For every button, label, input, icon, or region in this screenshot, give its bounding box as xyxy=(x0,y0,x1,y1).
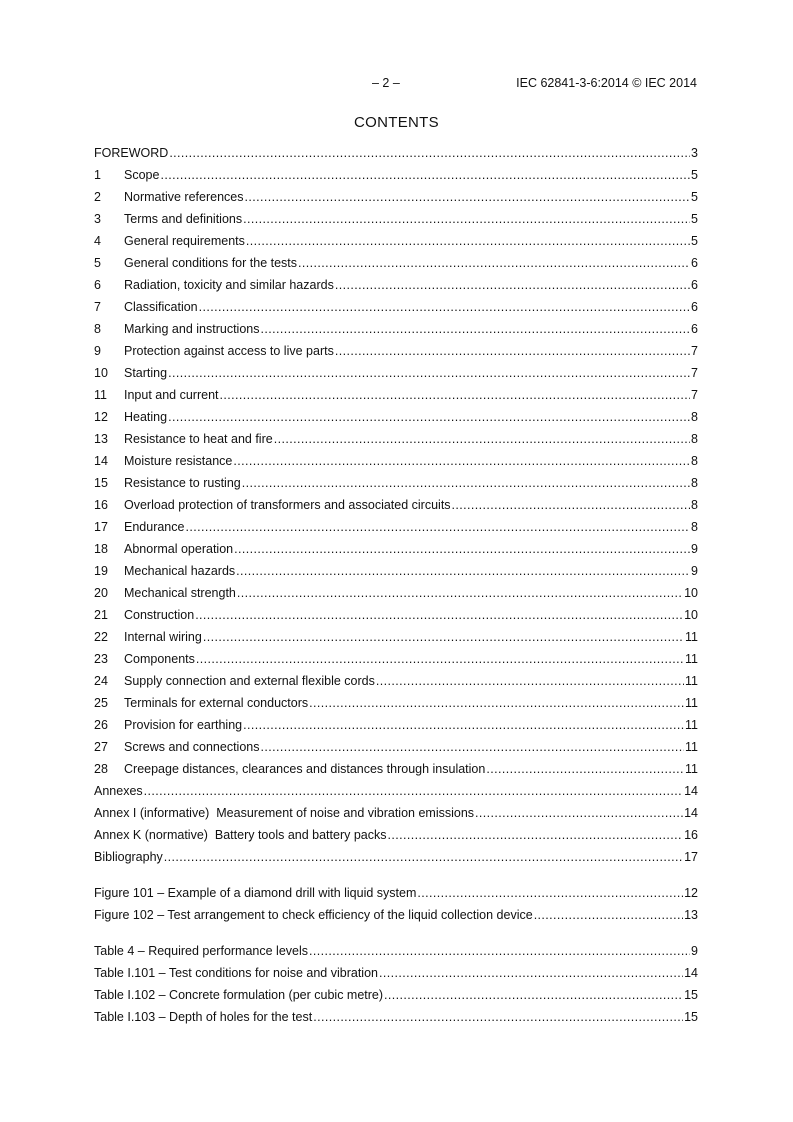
toc-entry-number: 2 xyxy=(94,190,101,204)
toc-entry[interactable] xyxy=(94,984,698,1006)
toc-entry[interactable] xyxy=(94,802,698,824)
toc-entry-page: 15 xyxy=(684,1010,698,1024)
toc-entry-page: 3 xyxy=(691,146,698,160)
toc-entry-page: 8 xyxy=(691,454,698,468)
toc-entry-number: 15 xyxy=(94,476,108,490)
toc-entry-label: Starting xyxy=(124,366,168,380)
dot-leader xyxy=(199,296,690,318)
toc-entry[interactable] xyxy=(94,362,698,384)
dot-leader xyxy=(379,962,683,984)
dot-leader xyxy=(246,230,690,252)
toc-entry-page: 10 xyxy=(684,608,698,622)
dot-leader xyxy=(452,494,691,516)
toc-entry-number: 9 xyxy=(94,344,101,358)
toc-entry-number: 22 xyxy=(94,630,108,644)
toc-entry-page: 11 xyxy=(685,740,698,754)
toc-entry-label: Heating xyxy=(124,410,168,424)
dot-leader xyxy=(233,450,690,472)
dot-leader xyxy=(220,384,691,406)
toc-entry-page: 9 xyxy=(691,944,698,958)
toc-entry[interactable] xyxy=(94,692,698,714)
toc-entry[interactable] xyxy=(94,296,698,318)
dot-leader xyxy=(475,802,683,824)
toc-entry[interactable] xyxy=(94,560,698,582)
dot-leader xyxy=(169,142,690,164)
dot-leader xyxy=(384,984,683,1006)
dot-leader xyxy=(335,274,690,296)
toc-entry[interactable] xyxy=(94,340,698,362)
toc-entry-number: 16 xyxy=(94,498,108,512)
toc-entry[interactable] xyxy=(94,940,698,962)
dot-leader xyxy=(168,362,690,384)
toc-entry[interactable] xyxy=(94,274,698,296)
toc-entry-number: 21 xyxy=(94,608,108,622)
toc-entry[interactable] xyxy=(94,516,698,538)
toc-entry-label: Endurance xyxy=(124,520,185,534)
toc-entry-number: 12 xyxy=(94,410,108,424)
dot-leader xyxy=(376,670,684,692)
toc-entry-page: 11 xyxy=(685,718,698,732)
toc-entry[interactable] xyxy=(94,670,698,692)
toc-entry[interactable] xyxy=(94,450,698,472)
dot-leader xyxy=(234,538,690,560)
page-header xyxy=(0,76,793,92)
dot-leader xyxy=(160,164,690,186)
toc-entry[interactable] xyxy=(94,736,698,758)
toc-entry-number: 3 xyxy=(94,212,101,226)
dot-leader xyxy=(243,714,684,736)
toc-entry-label: Annexes xyxy=(94,784,143,798)
toc-entry-page: 15 xyxy=(684,988,698,1002)
toc-entry-number: 14 xyxy=(94,454,108,468)
document-id: IEC 62841-3-6:2014 © IEC 2014 xyxy=(516,76,697,90)
toc-entry-page: 11 xyxy=(685,674,698,688)
toc-entry-label: General conditions for the tests xyxy=(124,256,298,270)
toc-entry-number: 6 xyxy=(94,278,101,292)
toc-entry-page: 5 xyxy=(691,234,698,248)
toc-entry-label: Input and current xyxy=(124,388,219,402)
dot-leader xyxy=(417,882,683,904)
toc-entry[interactable] xyxy=(94,230,698,252)
toc-entry-page: 16 xyxy=(684,828,698,842)
toc-entry-number: 28 xyxy=(94,762,108,776)
toc-entry[interactable] xyxy=(94,538,698,560)
toc-entry[interactable] xyxy=(94,406,698,428)
dot-leader xyxy=(388,824,684,846)
toc-entry[interactable] xyxy=(94,604,698,626)
dot-leader xyxy=(242,472,690,494)
toc-entry-label: Bibliography xyxy=(94,850,163,864)
dot-leader xyxy=(243,208,690,230)
toc-entry-page: 8 xyxy=(691,498,698,512)
toc-entry-number: 1 xyxy=(94,168,101,182)
toc-entry[interactable] xyxy=(94,882,698,904)
toc-entry-number: 19 xyxy=(94,564,108,578)
toc-entry-page: 8 xyxy=(691,410,698,424)
dot-leader xyxy=(164,846,683,868)
toc-entry-page: 10 xyxy=(684,586,698,600)
toc-entry-page: 7 xyxy=(691,366,698,380)
toc-entry-number: 25 xyxy=(94,696,108,710)
toc-entry-page: 11 xyxy=(685,630,698,644)
toc-entry[interactable] xyxy=(94,252,698,274)
toc-entry[interactable] xyxy=(94,142,698,164)
toc-entry-label: Components xyxy=(124,652,195,666)
toc-entry-label: Marking and instructions xyxy=(124,322,260,336)
toc-entry-page: 7 xyxy=(691,344,698,358)
toc-entry-label: Internal wiring xyxy=(124,630,202,644)
toc-entry-page: 9 xyxy=(691,542,698,556)
toc-entry[interactable] xyxy=(94,318,698,340)
toc-entry-label: Terminals for external conductors xyxy=(124,696,309,710)
toc-entry-label: Protection against access to live parts xyxy=(124,344,334,358)
toc-entry-page: 6 xyxy=(691,278,698,292)
toc-entry-label: Table 4 – Required performance levels xyxy=(94,944,309,958)
toc-entry-page: 14 xyxy=(684,806,698,820)
dot-leader xyxy=(298,252,690,274)
toc-entry-number: 8 xyxy=(94,322,101,336)
toc-entry-label: Mechanical strength xyxy=(124,586,236,600)
toc-entry-label: Table I.103 – Depth of holes for the test xyxy=(94,1010,313,1024)
toc-entry-number: 26 xyxy=(94,718,108,732)
toc-entry-number: 4 xyxy=(94,234,101,248)
toc-entry[interactable] xyxy=(94,962,698,984)
dot-leader xyxy=(261,736,685,758)
toc-entry-page: 11 xyxy=(685,762,698,776)
page-title: CONTENTS xyxy=(354,114,439,131)
toc-entry-label: Scope xyxy=(124,168,160,182)
toc-entry-label: Moisture resistance xyxy=(124,454,233,468)
toc-entry-number: 5 xyxy=(94,256,101,270)
toc-entry[interactable] xyxy=(94,780,698,802)
toc-entry-label: Table I.102 – Concrete formulation (per cubic metre) xyxy=(94,988,384,1002)
toc-entry-number: 27 xyxy=(94,740,108,754)
toc-entry-label: Terms and definitions xyxy=(124,212,243,226)
toc-entry-label: Provision for earthing xyxy=(124,718,243,732)
toc-entry-page: 7 xyxy=(691,388,698,402)
toc-entry[interactable] xyxy=(94,714,698,736)
dot-leader xyxy=(245,186,691,208)
dot-leader xyxy=(185,516,690,538)
toc-entry-label: Table I.101 – Test conditions for noise and vibration xyxy=(94,966,378,980)
toc-entry-page: 8 xyxy=(691,476,698,490)
toc-entry-page: 5 xyxy=(691,168,698,182)
toc-entry-number: 17 xyxy=(94,520,108,534)
dot-leader xyxy=(335,340,690,362)
toc-entry-label: Construction xyxy=(124,608,195,622)
toc-entry[interactable] xyxy=(94,582,698,604)
toc-entry[interactable] xyxy=(94,164,698,186)
toc-entry[interactable] xyxy=(94,648,698,670)
toc-entry-label: Abnormal operation xyxy=(124,542,234,556)
toc-entry-label: Normative references xyxy=(124,190,244,204)
toc-entry-page: 11 xyxy=(685,696,698,710)
toc-entry-number: 20 xyxy=(94,586,108,600)
toc-entry[interactable] xyxy=(94,904,698,926)
dot-leader xyxy=(534,904,683,926)
toc-entry-page: 14 xyxy=(684,784,698,798)
toc-entry[interactable] xyxy=(94,846,698,868)
toc-entry-label: FOREWORD xyxy=(94,146,169,160)
toc-entry-number: 23 xyxy=(94,652,108,666)
toc-entry-label: Overload protection of transformers and associated circuits xyxy=(124,498,451,512)
dot-leader xyxy=(144,780,683,802)
toc-entry[interactable] xyxy=(94,428,698,450)
toc-entry-page: 17 xyxy=(684,850,698,864)
toc-entry-label: Radiation, toxicity and similar hazards xyxy=(124,278,334,292)
dot-leader xyxy=(260,318,690,340)
toc-entry-number: 7 xyxy=(94,300,101,314)
dot-leader xyxy=(274,428,690,450)
toc-entry-label: Resistance to rusting xyxy=(124,476,241,490)
toc-entry-label: Screws and connections xyxy=(124,740,260,754)
toc-entry-page: 6 xyxy=(691,322,698,336)
dot-leader xyxy=(196,648,684,670)
table-of-contents xyxy=(94,142,698,1028)
toc-entry-label: Creepage distances, clearances and distances through insulation xyxy=(124,762,486,776)
toc-entry-label: General requirements xyxy=(124,234,245,248)
toc-entry[interactable] xyxy=(94,824,698,846)
toc-entry-number: 24 xyxy=(94,674,108,688)
toc-entry-page: 8 xyxy=(691,520,698,534)
toc-entry-page: 6 xyxy=(691,256,698,270)
dot-leader xyxy=(309,940,690,962)
toc-entry-label: Figure 101 – Example of a diamond drill with liquid system xyxy=(94,886,417,900)
toc-entry-label: Mechanical hazards xyxy=(124,564,236,578)
dot-leader xyxy=(203,626,684,648)
toc-entry-label: Classification xyxy=(124,300,198,314)
toc-entry-page: 12 xyxy=(684,886,698,900)
toc-entry[interactable] xyxy=(94,186,698,208)
page-number: – 2 – xyxy=(372,76,400,90)
dot-leader xyxy=(486,758,684,780)
toc-entry-page: 9 xyxy=(691,564,698,578)
toc-entry-page: 13 xyxy=(684,908,698,922)
toc-entry[interactable] xyxy=(94,1006,698,1028)
toc-entry-number: 11 xyxy=(94,388,107,402)
toc-entry[interactable] xyxy=(94,208,698,230)
dot-leader xyxy=(313,1006,683,1028)
toc-entry-label: Figure 102 – Test arrangement to check efficiency of the liquid collection device xyxy=(94,908,533,922)
toc-entry[interactable] xyxy=(94,494,698,516)
toc-entry[interactable] xyxy=(94,384,698,406)
toc-entry[interactable] xyxy=(94,758,698,780)
toc-entry[interactable] xyxy=(94,626,698,648)
toc-entry-number: 10 xyxy=(94,366,108,380)
toc-entry-page: 11 xyxy=(685,652,698,666)
toc-entry-page: 5 xyxy=(691,212,698,226)
toc-entry-label: Annex I (informative) Measurement of noise and vibration emissions xyxy=(94,806,475,820)
toc-entry-page: 8 xyxy=(691,432,698,446)
toc-entry-page: 14 xyxy=(684,966,698,980)
dot-leader xyxy=(309,692,684,714)
toc-entry-page: 6 xyxy=(691,300,698,314)
dot-leader xyxy=(168,406,690,428)
toc-entry-label: Supply connection and external flexible cords xyxy=(124,674,375,688)
toc-entry-number: 18 xyxy=(94,542,108,556)
toc-entry-label: Resistance to heat and fire xyxy=(124,432,273,446)
toc-entry[interactable] xyxy=(94,472,698,494)
dot-leader xyxy=(237,582,683,604)
dot-leader xyxy=(236,560,690,582)
toc-entry-page: 5 xyxy=(691,190,698,204)
toc-entry-label: Annex K (normative) Battery tools and battery packs xyxy=(94,828,387,842)
dot-leader xyxy=(195,604,683,626)
toc-entry-number: 13 xyxy=(94,432,108,446)
